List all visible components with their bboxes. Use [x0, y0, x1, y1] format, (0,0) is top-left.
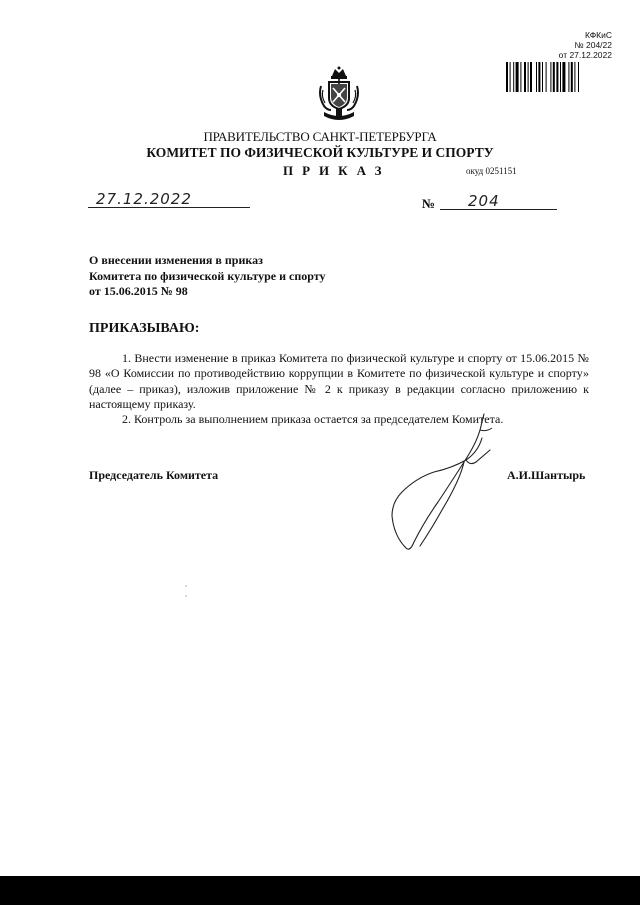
scan-specks: [184, 584, 188, 604]
order-item-1: 1. Внести изменение в приказ Комитета по физической культуре и спорту от 15.06.2015 № 98 «О Комиссии по противодействию коррупции в Комитете по физической культуре и спорту» (далее – приказ), изложив приложение № 2 к приказу в редакции согласно приложению к настоящему приказу.: [89, 351, 589, 411]
stamp-number: № 204/22: [574, 40, 612, 50]
subject-line-3: от 15.06.2015 № 98: [89, 284, 188, 298]
order-subject: [89, 253, 326, 300]
handwritten-signature: [380, 410, 500, 560]
signer-title: Председатель Комитета: [89, 468, 219, 482]
stamp-date: от 27.12.2022: [558, 50, 612, 60]
subject-line-1: О внесении изменения в приказ: [89, 253, 263, 267]
subject-line-2: Комитета по физической культуре и спорту: [89, 268, 326, 283]
registration-stamp: [492, 30, 612, 60]
government-title: ПРАВИТЕЛЬСТВО САНКТ-ПЕТЕРБУРГА: [203, 129, 437, 144]
okud-code: окуд 0251151: [466, 166, 517, 176]
scan-bottom-border: [0, 876, 640, 905]
coat-of-arms-emblem: [318, 66, 360, 124]
document-type: ПРИКАЗ: [283, 163, 391, 178]
order-body: [89, 351, 589, 427]
stamp-org: КФКиС: [585, 30, 612, 40]
committee-title: КОМИТЕТ ПО ФИЗИЧЕСКОЙ КУЛЬТУРЕ И СПОРТУ: [146, 145, 494, 160]
handwritten-number: 204: [468, 192, 500, 210]
signer-name: А.И.Шантырь: [507, 468, 586, 482]
barcode-icon: [506, 62, 606, 92]
handwritten-date: 27.12.2022: [96, 190, 192, 208]
order-heading: ПРИКАЗЫВАЮ:: [89, 321, 200, 336]
number-sign: №: [422, 196, 436, 211]
order-item-2: 2. Контроль за выполнением приказа остается за председателем Комитета.: [122, 412, 504, 427]
